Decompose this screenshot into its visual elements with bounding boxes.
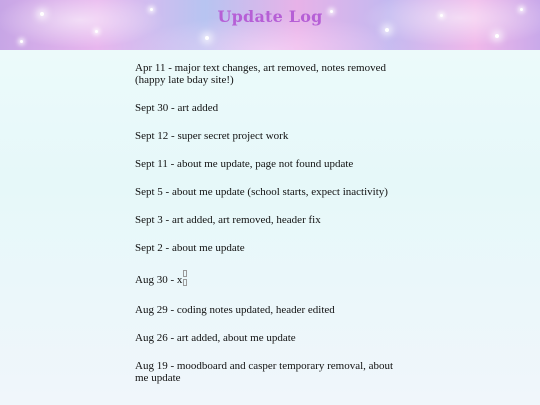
sparkle-icon [95, 30, 98, 33]
list-item: Sept 12 - super secret project work [135, 130, 289, 142]
sparkle-icon [385, 28, 389, 32]
list-item: Aug 26 - art added, about me update [135, 332, 296, 344]
update-log-list [135, 62, 395, 400]
header-banner [0, 0, 540, 50]
list-item: Aug 29 - coding notes updated, header edited [135, 304, 335, 316]
sparkle-icon [20, 40, 23, 43]
list-item: Aug 19 - moodboard and casper temporary removal, about me update [135, 360, 394, 384]
list-item: Sept 5 - about me update (school starts, expect inactivity) [135, 186, 388, 198]
page-title: Update Log [217, 7, 323, 26]
missing-glyph-icon [183, 270, 188, 288]
list-item: Sept 2 - about me update [135, 242, 245, 254]
list-item: Apr 11 - major text changes, art removed, notes removed (happy late bday site!) [135, 62, 386, 86]
list-item: Sept 3 - art added, art removed, header fix [135, 214, 321, 226]
list-item: Sept 11 - about me update, page not found update [135, 158, 354, 170]
sparkle-icon [495, 34, 499, 38]
list-item: Sept 30 - art added [135, 102, 219, 114]
list-item [135, 270, 395, 288]
list-item-text: Aug 30 - x [135, 274, 183, 286]
sparkle-icon [205, 36, 209, 40]
